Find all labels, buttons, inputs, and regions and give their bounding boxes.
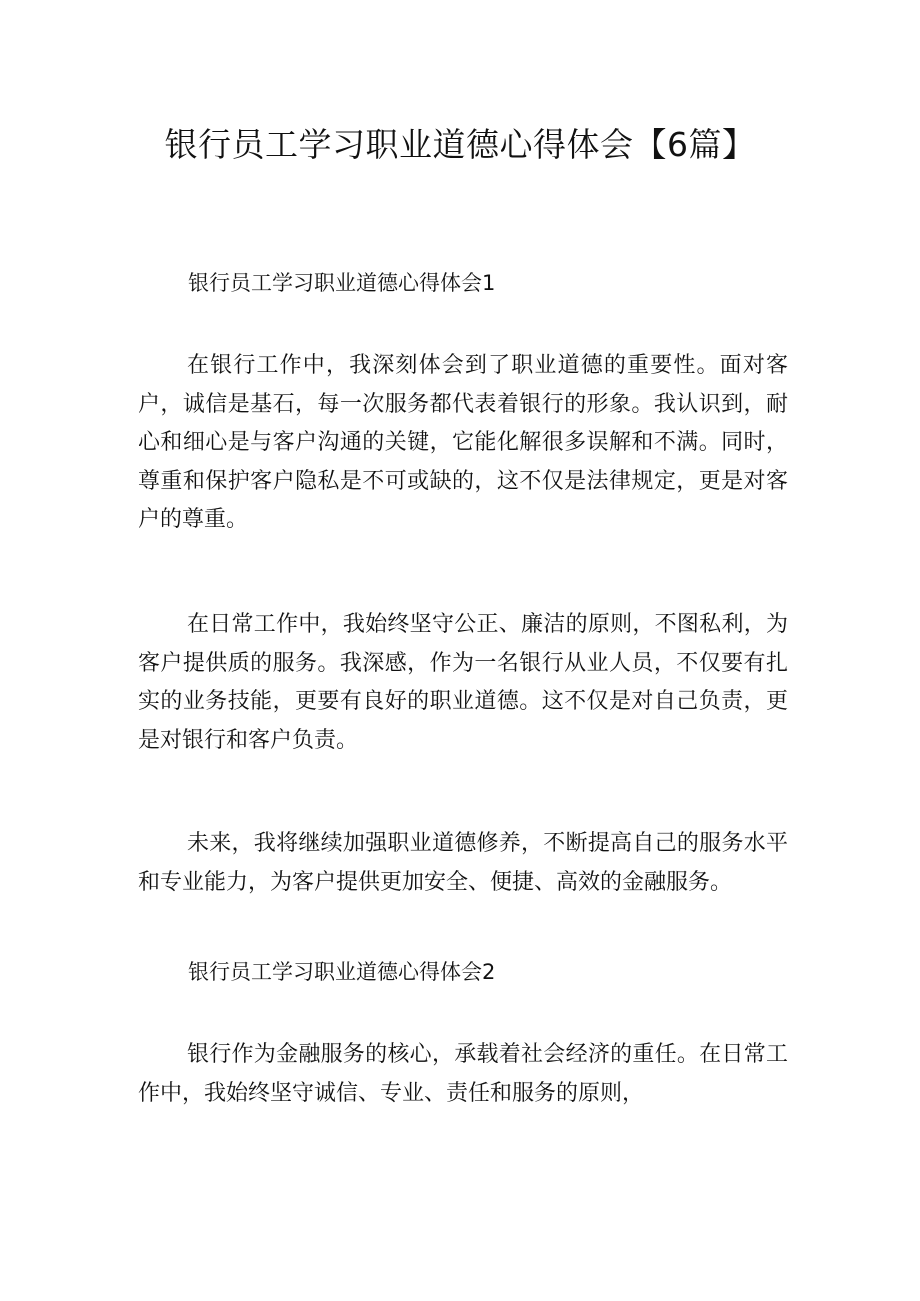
section-heading-2: 银行员工学习职业道德心得体会2 bbox=[188, 960, 496, 984]
section-heading-1: 银行员工学习职业道德心得体会1 bbox=[188, 271, 496, 295]
paragraph-1-2: 在日常工作中，我始终坚守公正、廉洁的原则，不图私利，为客户提供质的服务。我深感，作为一名银行从业人员，不仅要有扎实的业务技能，更要有良好的职业道德。这不仅是对自己负责，更是对银行和客户负责。 bbox=[138, 612, 788, 753]
paragraph-1-3: 未来，我将继续加强职业道德修养，不断提高自己的服务水平和专业能力，为客户提供更加安全、便捷、高效的金融服务。 bbox=[138, 831, 788, 895]
paragraph-1-1: 在银行工作中，我深刻体会到了职业道德的重要性。面对客户，诚信是基石，每一次服务都代表着银行的形象。我认识到，耐心和细心是与客户沟通的关键，它能化解很多误解和不满。同时，尊重和保护客户隐私是不可或缺的，这不仅是法律规定，更是对客户的尊重。 bbox=[138, 353, 788, 532]
paragraph-2-1: 银行作为金融服务的核心，承载着社会经济的重任。在日常工作中，我始终坚守诚信、专业、责任和服务的原则， bbox=[138, 1042, 788, 1106]
document-title: 银行员工学习职业道德心得体会【6篇】 bbox=[164, 125, 756, 164]
